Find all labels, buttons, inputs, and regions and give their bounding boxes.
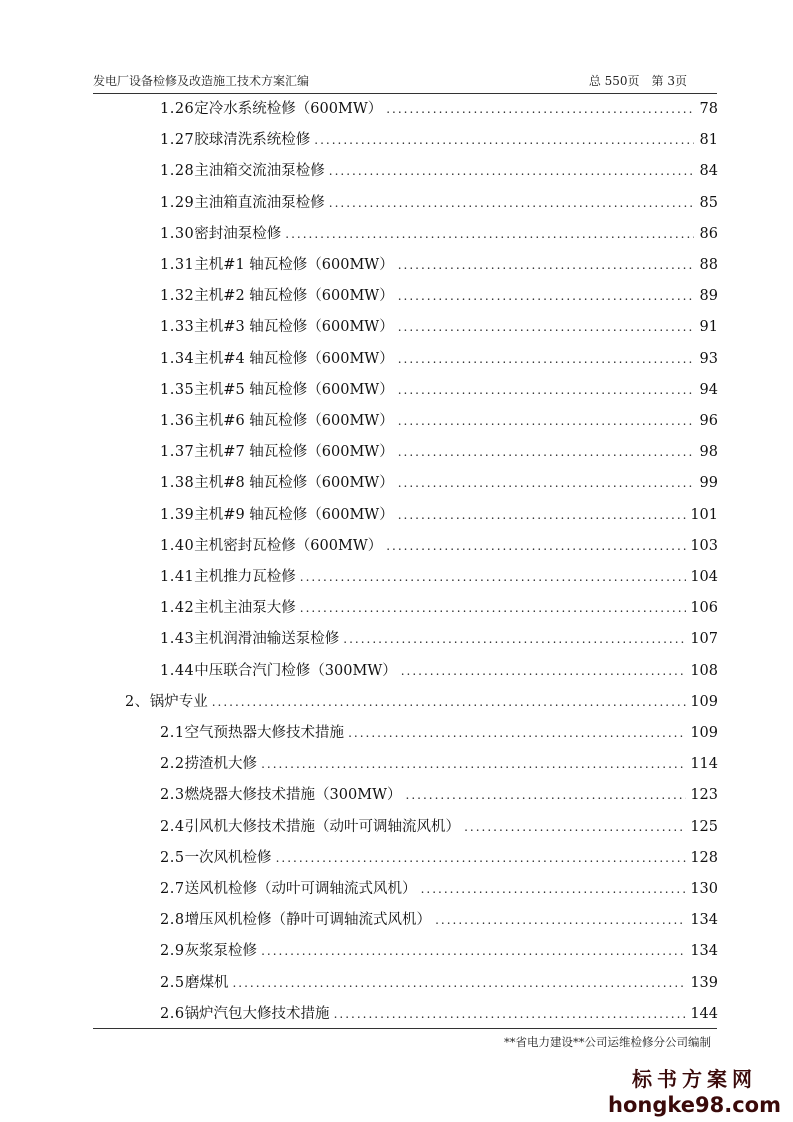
toc-entry-row[interactable]	[160, 156, 718, 187]
toc-dot-leader	[232, 968, 686, 999]
toc-section-row[interactable]	[125, 687, 718, 718]
toc-dot-leader	[421, 874, 687, 905]
toc-dot-leader	[329, 156, 694, 187]
toc-entry-title: 主机#5 轴瓦检修（600MW）	[194, 381, 394, 398]
toc-entry-row[interactable]	[160, 281, 718, 312]
toc-dot-leader	[314, 125, 694, 156]
toc-entry-number: 1.32	[160, 288, 195, 305]
toc-entry-page-number: 96	[699, 413, 718, 429]
toc-entry-number: 2.2	[160, 756, 185, 773]
toc-entry-title: 主机#6 轴瓦检修（600MW）	[194, 413, 394, 429]
toc-entry-title: 主机#2 轴瓦检修（600MW）	[194, 288, 394, 305]
toc-entry-page-number: 144	[690, 1005, 718, 1022]
toc-entry-row[interactable]	[160, 468, 718, 499]
toc-dot-leader	[261, 749, 686, 780]
toc-dot-leader	[398, 281, 694, 312]
toc-entry-number: 1.44	[160, 662, 195, 679]
document-title: 发电厂设备检修及改造施工技术方案汇编	[93, 74, 310, 88]
toc-dot-leader	[398, 468, 694, 499]
toc-entry-number: 2.3	[160, 787, 185, 804]
toc-entry-number: 1.26	[160, 101, 195, 117]
toc-entry-row[interactable]	[160, 749, 718, 780]
toc-entry-row[interactable]	[160, 250, 718, 281]
toc-entry-title: 送风机检修（动叶可调轴流式风机）	[184, 881, 417, 897]
toc-entry-row[interactable]	[160, 780, 718, 811]
toc-entry-number: 2.6	[160, 1005, 185, 1022]
toc-entry-page-number: 101	[690, 506, 718, 523]
toc-entry-title: 主机润滑油输送泵检修	[194, 631, 340, 648]
toc-entry-row[interactable]	[160, 437, 718, 468]
toc-entry-page-number: 103	[690, 537, 718, 554]
toc-entry-title: 主机#7 轴瓦检修（600MW）	[194, 444, 394, 461]
toc-entry-number: 1.42	[160, 600, 195, 617]
toc-entry-number: 1.43	[160, 631, 195, 648]
toc-entry-row[interactable]	[160, 936, 718, 967]
toc-entry-row[interactable]	[160, 94, 718, 125]
toc-entry-row[interactable]	[160, 624, 718, 655]
toc-entry-number: 1.38	[160, 475, 195, 492]
toc-entry-page-number: 81	[699, 132, 718, 149]
toc-entry-number: 1.34	[160, 350, 195, 367]
toc-entry-row[interactable]	[160, 812, 718, 843]
toc-dot-leader	[398, 312, 694, 343]
toc-entry-page-number: 123	[690, 787, 718, 804]
toc-entry-title: 增压风机检修（静叶可调轴流式风机）	[184, 912, 432, 929]
toc-entry-page-number: 106	[690, 600, 718, 617]
toc-entry-row[interactable]	[160, 344, 718, 375]
toc-entry-title: 一次风机检修	[184, 849, 272, 866]
toc-entry-number: 1.29	[160, 194, 195, 211]
toc-dot-leader	[386, 531, 686, 562]
toc-entry-page-number: 93	[699, 350, 718, 367]
toc-dot-leader	[334, 999, 687, 1030]
toc-entry-page-number: 91	[699, 319, 718, 336]
toc-entry-title: 主机主油泵大修	[194, 600, 296, 617]
page-footer: **省电力建设**公司运维检修分公司编制	[504, 1035, 711, 1049]
watermark-logo	[608, 1066, 781, 1118]
toc-entry-title: 主机#1 轴瓦检修（600MW）	[194, 257, 394, 273]
page-counter: 总 550页 第 3页	[588, 74, 687, 88]
toc-entry-row[interactable]	[160, 500, 718, 531]
toc-entry-page-number: 84	[699, 163, 718, 180]
toc-entry-row[interactable]	[160, 905, 718, 936]
toc-entry-title: 主机#4 轴瓦检修（600MW）	[194, 350, 394, 367]
toc-entry-page-number: 114	[690, 756, 718, 773]
toc-entry-number: 1.35	[160, 381, 195, 398]
toc-entry-row[interactable]	[160, 312, 718, 343]
toc-dot-leader	[212, 687, 687, 718]
toc-entry-row[interactable]	[160, 406, 718, 437]
toc-entry-number: 2.5	[160, 849, 185, 866]
toc-entry-title: 主机#9 轴瓦检修（600MW）	[194, 506, 394, 523]
toc-dot-leader	[386, 94, 694, 125]
toc-entry-page-number: 86	[699, 225, 718, 242]
toc-entry-row[interactable]	[160, 562, 718, 593]
toc-entry-title: 捞渣机大修	[184, 756, 258, 773]
toc-dot-leader	[435, 905, 686, 936]
toc-entry-number: 1.30	[160, 225, 195, 242]
toc-dot-leader	[401, 656, 687, 687]
toc-dot-leader	[398, 250, 694, 281]
toc-entry-page-number: 139	[690, 974, 718, 991]
toc-entry-title: 中压联合汽门检修（300MW）	[194, 662, 397, 679]
toc-entry-number: 2.9	[160, 943, 185, 960]
toc-entry-row[interactable]	[160, 593, 718, 624]
toc-dot-leader	[329, 188, 694, 219]
toc-entry-title: 主机#8 轴瓦检修（600MW）	[194, 475, 394, 492]
footer-divider	[93, 1028, 717, 1029]
toc-dot-leader	[276, 843, 687, 874]
toc-entry-row[interactable]	[160, 125, 718, 156]
toc-entry-number: 1.39	[160, 506, 195, 523]
watermark-url: hongke98.com	[608, 1093, 781, 1117]
toc-entry-number: 1.33	[160, 319, 195, 336]
toc-dot-leader	[398, 375, 694, 406]
toc-entry-number: 2.8	[160, 912, 185, 929]
toc-entry-title: 引风机大修技术措施（动叶可调轴流风机）	[184, 818, 461, 835]
toc-dot-leader	[300, 562, 687, 593]
watermark-text: 标书方案网	[632, 1067, 758, 1091]
toc-entry-title: 胶球清洗系统检修	[194, 132, 311, 149]
toc-entry-page-number: 99	[699, 475, 718, 492]
toc-entry-number: 2.4	[160, 818, 185, 835]
toc-entry-page-number: 109	[690, 693, 718, 710]
toc-entry-page-number: 85	[699, 194, 718, 211]
toc-dot-leader	[464, 812, 686, 843]
toc-entry-page-number: 78	[699, 101, 718, 117]
toc-entry-row[interactable]	[160, 999, 718, 1030]
toc-entry-row[interactable]	[160, 874, 718, 905]
toc-entry-row[interactable]	[160, 188, 718, 219]
toc-entry-number: 1.40	[160, 537, 195, 554]
toc-entry-title: 密封油泵检修	[194, 225, 282, 242]
toc-entry-title: 灰浆泵检修	[184, 943, 258, 960]
toc-entry-row[interactable]	[160, 375, 718, 406]
toc-dot-leader	[398, 406, 694, 437]
toc-entry-number: 2.1	[160, 725, 185, 741]
toc-dot-leader	[406, 780, 687, 811]
toc-entry-title: 定冷水系统检修（600MW）	[194, 101, 383, 117]
toc-entry-title: 主机密封瓦检修（600MW）	[194, 537, 383, 554]
toc-entry-number: 1.31	[160, 257, 195, 273]
toc-entry-title: 主机#3 轴瓦检修（600MW）	[194, 319, 394, 336]
toc-entry-number: 1.36	[160, 413, 195, 429]
toc-entry-page-number: 88	[699, 257, 718, 273]
toc-entry-page-number: 94	[699, 381, 718, 398]
toc-entry-page-number: 107	[690, 631, 718, 648]
toc-entry-number: 2、	[125, 693, 150, 710]
page-header	[93, 72, 717, 92]
toc-dot-leader	[343, 624, 686, 655]
toc-dot-leader	[261, 936, 686, 967]
toc-entry-page-number: 109	[690, 725, 718, 741]
toc-entry-title: 空气预热器大修技术措施	[184, 725, 345, 741]
toc-entry-title: 燃烧器大修技术措施（300MW）	[184, 787, 402, 804]
toc-entry-page-number: 89	[699, 288, 718, 305]
toc-dot-leader	[285, 219, 694, 250]
toc-entry-page-number: 134	[690, 943, 718, 960]
toc-entry-row[interactable]	[160, 968, 718, 999]
toc-entry-number: 1.28	[160, 163, 195, 180]
toc-entry-number: 1.41	[160, 569, 195, 585]
toc-entry-page-number: 104	[690, 569, 718, 585]
toc-entry-title: 锅炉汽包大修技术措施	[184, 1005, 330, 1022]
toc-entry-number: 2.7	[160, 881, 185, 897]
toc-entry-row[interactable]	[160, 718, 718, 749]
toc-entry-title: 主机推力瓦检修	[194, 569, 296, 585]
toc-entry-page-number: 134	[690, 912, 718, 929]
toc-entry-title: 锅炉专业	[149, 693, 208, 710]
toc-entry-row[interactable]	[160, 219, 718, 250]
toc-entry-title: 主油箱交流油泵检修	[194, 163, 325, 180]
toc-entry-row[interactable]	[160, 656, 718, 687]
toc-entry-page-number: 130	[690, 881, 718, 897]
toc-entry-page-number: 98	[699, 444, 718, 461]
toc-entry-page-number: 108	[690, 662, 718, 679]
toc-dot-leader	[398, 437, 694, 468]
toc-entry-page-number: 125	[690, 818, 718, 835]
toc-dot-leader	[348, 718, 686, 749]
toc-entry-title: 磨煤机	[184, 974, 229, 991]
toc-dot-leader	[300, 593, 687, 624]
toc-entry-row[interactable]	[160, 531, 718, 562]
toc-dot-leader	[398, 500, 687, 531]
toc-entry-page-number: 128	[690, 849, 718, 866]
toc-dot-leader	[398, 344, 694, 375]
toc-entry-number: 1.27	[160, 132, 195, 149]
toc-entry-number: 1.37	[160, 444, 195, 461]
toc-entry-title: 主油箱直流油泵检修	[194, 194, 325, 211]
toc-entry-row[interactable]	[160, 843, 718, 874]
toc-entry-number: 2.5	[160, 974, 185, 991]
